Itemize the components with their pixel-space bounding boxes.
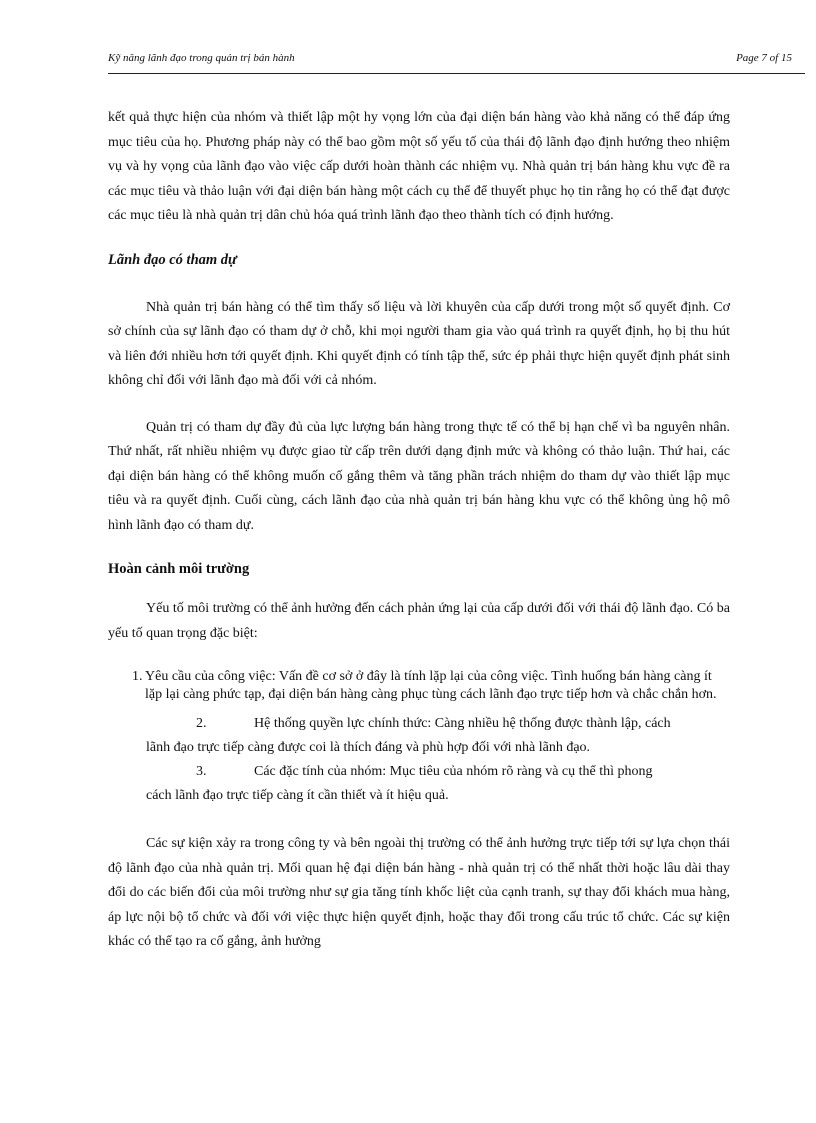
list-item-text: Hệ thống quyền lực chính thức: Càng nhiều hệ thống được thành lập, cách: [254, 716, 671, 731]
paragraph-2: Nhà quản trị bán hàng có thể tìm thấy số liệu và lời khuyên của cấp dưới trong một số quyết định. Cơ sở chính của sự lãnh đạo có tham dự ở chỗ, khi mọi người tham gia vào quá trình ra quyết định, họ bị thu hút và liên đới nhiều hơn tới quyết định. Khi quyết định có tính tập thể, sức ép phải thực hiện quyết định phát sinh không chỉ đối với lãnh đạo mà đối với cả nhóm.: [108, 299, 730, 388]
list-number: 3.: [196, 764, 207, 779]
heading-environment: Hoàn cảnh môi trường: [108, 561, 250, 577]
header-rule: [108, 73, 805, 74]
list-item-text: Yêu cầu của công việc: Vấn đề cơ sở ở đây là tính lặp lại của công việc. Tình huống bán hàng càng ít lặp lại càng phức tạp, đại diện bán hàng càng phục tùng cách lãnh đạo trực tiếp hơn và chắc chắn hơn.: [145, 669, 717, 702]
heading-participative-leadership: Lãnh đạo có tham dự: [108, 251, 237, 268]
paragraph-3: Quản trị có tham dự đầy đủ của lực lượng bán hàng trong thực tế có thể bị hạn chế vì ba nguyên nhân. Thứ nhất, rất nhiều nhiệm vụ được giao từ cấp trên dưới dạng định mức và không có thảo luận. Thứ hai, các đại diện bán hàng có thể không muốn cố gắng thêm và tăng phần trách nhiệm do tham dự vào thiết lập mục tiêu và ra quyết định. Cuối cùng, cách lãnh đạo của nhà quản trị bán hàng khu vực có thể không ủng hộ mô hình lãnh đạo có tham dự.: [108, 419, 730, 533]
paragraph-1: kết quả thực hiện của nhóm và thiết lập một hy vọng lớn của đại diện bán hàng vào khả năng có thể đáp ứng mục tiêu của họ. Phương pháp này có thể bao gồm một số yếu tố của thái độ lãnh đạo định hướng theo nhiệm vụ và hy vọng của lãnh đạo vào việc cấp dưới hoàn thành các nhiệm vụ. Nhà quản trị bán hàng khu vực đề ra các mục tiêu và thảo luận với đại diện bán hàng một cách cụ thể để thuyết phục họ tin rằng họ có thể đạt được các mục tiêu là nhà quản trị dân chủ hóa quá trình lãnh đạo theo thành tích có định hướng.: [108, 110, 730, 223]
page-header: [108, 52, 792, 68]
list-item-text-continued: lãnh đạo trực tiếp càng được coi là thích đáng và phù hợp đối với nhà lãnh đạo.: [146, 740, 591, 755]
header-title: Kỹ năng lãnh đạo trong quản trị bán hành: [108, 52, 295, 64]
list-item-text-continued: cách lãnh đạo trực tiếp càng ít cần thiết và ít hiệu quả.: [146, 788, 449, 803]
list-item: [108, 760, 730, 808]
paragraph-4: Yếu tố môi trường có thể ảnh hưởng đến cách phản ứng lại của cấp dưới đối với thái độ lãnh đạo. Có ba yếu tố quan trọng đặc biệt:: [108, 601, 730, 641]
list-item: [108, 712, 730, 760]
numbered-list: [108, 668, 730, 808]
page-number: Page 7 of 15: [736, 52, 792, 64]
paragraph-5: Các sự kiện xảy ra trong công ty và bên ngoài thị trường có thể ảnh hưởng trực tiếp tới sự lựa chọn thái độ lãnh đạo của nhà quản trị. Mối quan hệ đại diện bán hàng - nhà quản trị có thể nhất thời hoặc lâu dài thay đổi do các biến đổi của môi trường như sự gia tăng tính khốc liệt của cạnh tranh, sự thay đổi khách mua hàng, áp lực nội bộ tổ chức và đối với việc thực hiện quyết định, hoặc thay đổi trong cấu trúc tổ chức. Các sự kiện khác có thể tạo ra cố gắng, ảnh hưởng: [108, 836, 730, 949]
page-body: [108, 106, 730, 955]
list-item-text: Các đặc tính của nhóm: Mục tiêu của nhóm rõ ràng và cụ thể thì phong: [254, 764, 653, 779]
list-number: 2.: [196, 716, 207, 731]
list-number: 1.: [132, 669, 143, 684]
list-item: [108, 668, 721, 704]
